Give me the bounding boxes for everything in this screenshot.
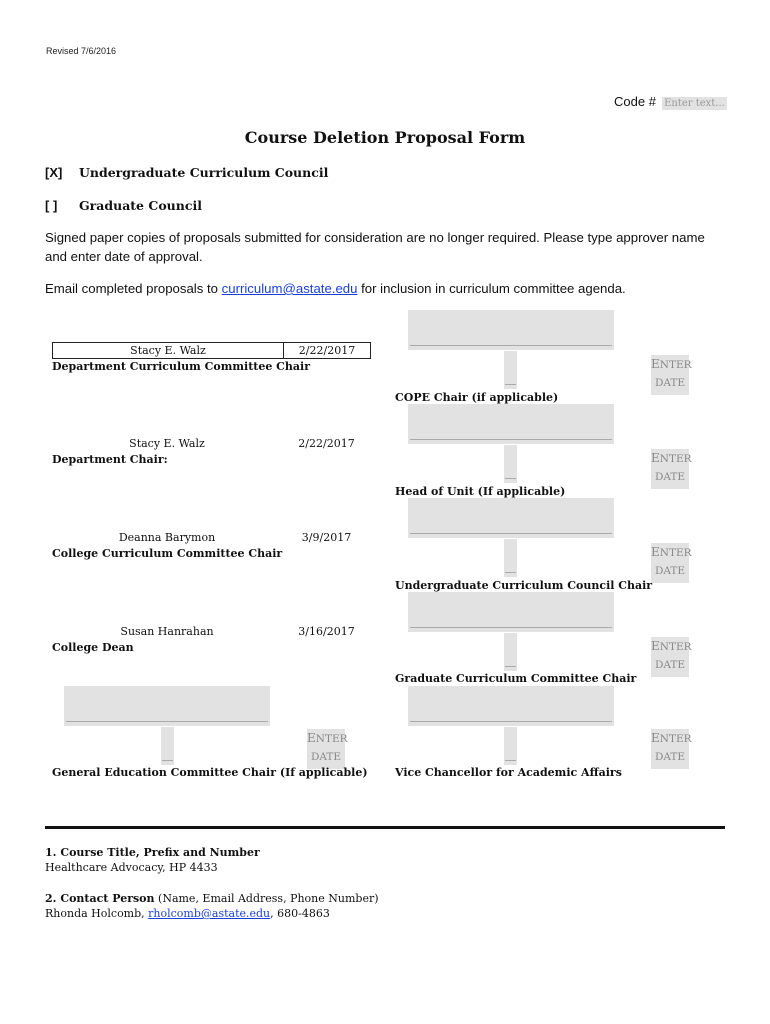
course-title-value[interactable]: Healthcare Advocacy, HP 4433 — [45, 861, 218, 874]
revision-date: Revised 7/6/2016 — [46, 46, 117, 56]
council-label: Graduate Council — [79, 198, 202, 213]
code-label: Code # — [614, 94, 656, 109]
signature-field[interactable] — [408, 404, 614, 444]
signature-field-tail[interactable] — [504, 445, 517, 483]
section-heading: 1. Course Title, Prefix and Number — [45, 846, 260, 859]
approver-label: Graduate Curriculum Committee Chair — [395, 672, 637, 685]
instructions-text: Signed paper copies of proposals submitted for consideration are no longer required. Please type approver name and enter date of approval. — [45, 230, 705, 264]
approver-label: College Dean — [52, 641, 134, 654]
section-course-title — [45, 845, 260, 875]
code-input[interactable]: Enter text... — [664, 98, 725, 109]
section-heading-note: (Name, Email Address, Phone Number) — [154, 892, 379, 905]
signature-date[interactable]: 3/9/2017 — [301, 531, 352, 544]
approver-label: Head of Unit (If applicable) — [395, 485, 566, 498]
council-option-undergraduate[interactable] — [45, 165, 328, 180]
email-note — [45, 280, 725, 299]
signature-field[interactable] — [408, 592, 614, 632]
signature-field-tail[interactable] — [504, 633, 517, 671]
signature-field-tail[interactable] — [161, 727, 174, 765]
approver-label: Department Curriculum Committee Chair — [52, 360, 311, 373]
code-field-row — [614, 94, 727, 110]
signature-date[interactable]: 2/22/2017 — [298, 437, 355, 450]
signer-name[interactable]: Stacy E. Walz — [129, 437, 205, 450]
enter-date-field[interactable]: ENTER DATE — [651, 449, 689, 489]
email-note-suffix: for inclusion in curriculum committee agenda. — [357, 281, 626, 296]
signature-field[interactable] — [408, 498, 614, 538]
email-link[interactable]: curriculum@astate.edu — [221, 281, 358, 296]
approver-label: Undergraduate Curriculum Council Chair — [395, 579, 653, 592]
signature-date[interactable]: 3/16/2017 — [298, 625, 355, 638]
approver-label: General Education Committee Chair (If applicable) — [52, 766, 368, 779]
enter-date-field[interactable]: ENTER DATE — [651, 729, 689, 769]
signer-name[interactable]: Deanna Barymon — [118, 531, 216, 544]
section-heading: 2. Contact Person — [45, 892, 155, 905]
council-option-graduate[interactable] — [45, 198, 202, 213]
council-label: Undergraduate Curriculum Council — [79, 165, 329, 180]
contact-email-link[interactable]: rholcomb@astate.edu — [148, 907, 271, 920]
approver-label: College Curriculum Committee Chair — [52, 547, 283, 560]
approver-label: COPE Chair (if applicable) — [395, 391, 559, 404]
signature-field-tail[interactable] — [504, 539, 517, 577]
signature-field-tail[interactable] — [504, 727, 517, 765]
council-checkbox[interactable]: [ ] — [45, 198, 58, 213]
contact-name[interactable]: Rhonda Holcomb, — [45, 907, 149, 920]
signature-date[interactable]: 2/22/2017 — [298, 344, 356, 357]
signature-field-tail[interactable] — [504, 351, 517, 389]
signature-table — [52, 342, 371, 359]
form-title: Course Deletion Proposal Form — [244, 128, 526, 147]
signature-field[interactable] — [64, 686, 270, 726]
contact-phone[interactable]: , 680-4863 — [270, 907, 330, 920]
enter-date-field[interactable]: ENTER DATE — [651, 543, 689, 583]
email-note-prefix: Email completed proposals to — [45, 281, 222, 296]
approver-label: Department Chair: — [52, 453, 168, 466]
signer-name[interactable]: Susan Hanrahan — [120, 625, 214, 638]
council-checkbox[interactable]: [X] — [45, 165, 63, 180]
enter-date-field[interactable]: ENTER DATE — [651, 637, 689, 677]
signature-field[interactable] — [408, 310, 614, 350]
signer-name[interactable]: Stacy E. Walz — [53, 343, 284, 358]
enter-date-field[interactable]: ENTER DATE — [651, 355, 689, 395]
approver-label: Vice Chancellor for Academic Affairs — [395, 766, 622, 779]
section-contact-person — [45, 891, 379, 921]
enter-date-field[interactable]: ENTER DATE — [307, 729, 345, 769]
section-divider — [45, 826, 725, 829]
signature-field[interactable] — [408, 686, 614, 726]
